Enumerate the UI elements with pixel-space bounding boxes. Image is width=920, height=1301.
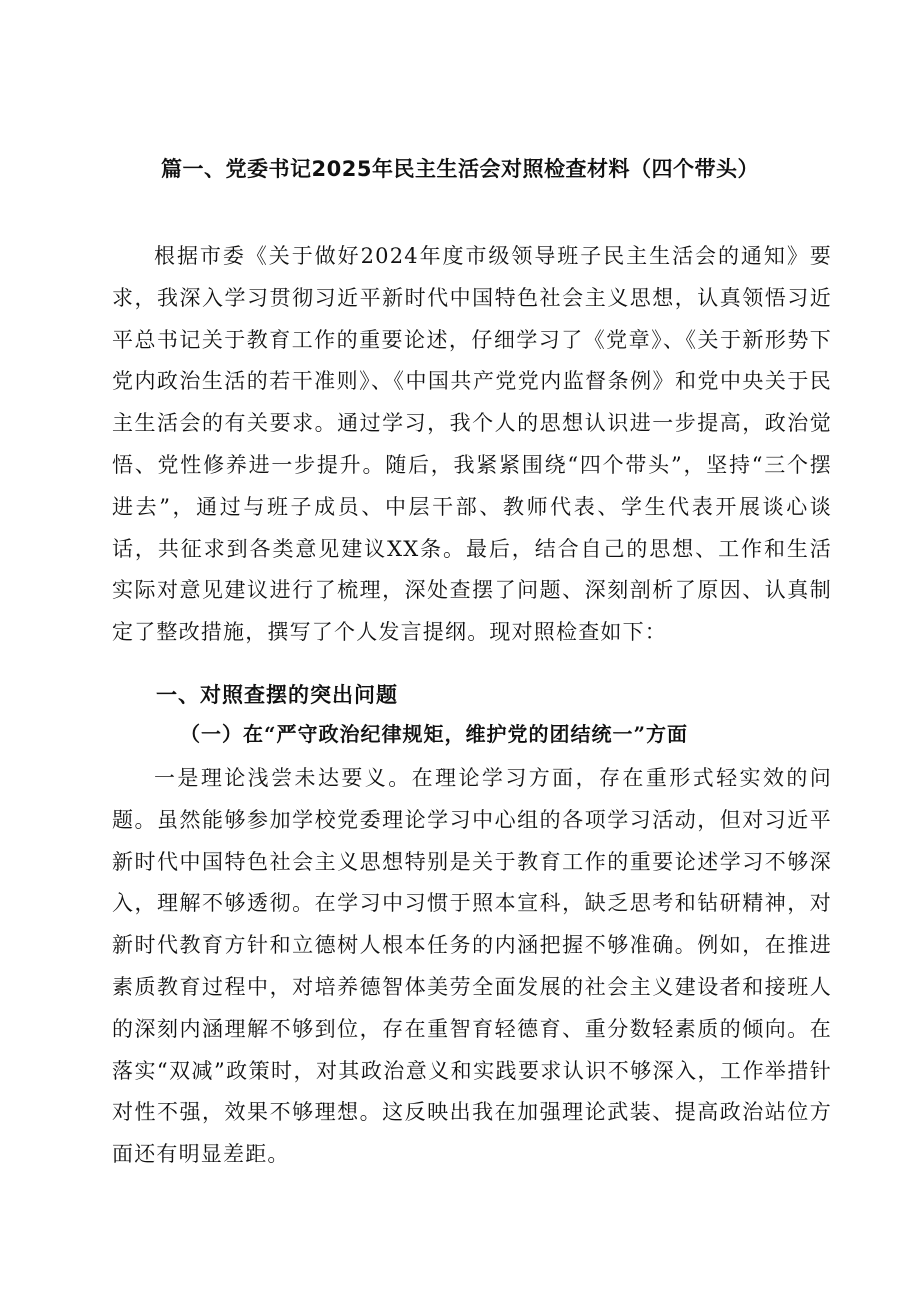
- point-one-paragraph: 一是理论浅尝未达要义。在理论学习方面，存在重形式轻实效的问题。虽然能够参加学校党委理论学习中心组的各项学习活动，但对习近平新时代中国特色社会主义思想特别是关于教育工作的重要论述学习不够深入，理解不够透彻。在学习中习惯于照本宣科，缺乏思考和钻研精神，对新时代教育方针和立德树人根本任务的内涵把握不够准确。例如，在推进素质教育过程中，对培养德智体美劳全面发展的社会主义建设者和接班人的深刻内涵理解不够到位，存在重智育轻德育、重分数轻素质的倾向。在落实“双减”政策时，对其政治意义和实践要求认识不够深入，工作举措针对性不强，效果不够理想。这反映出我在加强理论武装、提高政治站位方面还有明显差距。: [112, 766, 832, 1167]
- document-title: 篇一、党委书记2025年民主生活会对照检查材料（四个带头）: [161, 157, 759, 181]
- intro-paragraph: 根据市委《关于做好2024年度市级领导班子民主生活会的通知》要求，我深入学习贯彻习近平新时代中国特色社会主义思想，认真领悟习近平总书记关于教育工作的重要论述，仔细学习了《党章》、《关于新形势下党内政治生活的若干准则》、《中国共产党党内监督条例》和党中央关于民主生活会的有关要求。通过学习，我个人的思想认识进一步提高，政治觉悟、党性修养进一步提升。随后，我紧紧围绕“四个带头”，坚持“三个摆进去”，通过与班子成员、中层干部、教师代表、学生代表开展谈心谈话，共征求到各类意见建议XX条。最后，结合自己的思想、工作和生活实际对意见建议进行了梳理，深处查摆了问题、深刻剖析了原因、认真制定了整改措施，撰写了个人发言提纲。现对照检查如下：: [112, 244, 832, 645]
- section-heading: 一、对照查摆的突出问题: [156, 683, 398, 707]
- sub-heading: （一）在“严守政治纪律规矩，维护党的团结统一”方面: [180, 722, 689, 746]
